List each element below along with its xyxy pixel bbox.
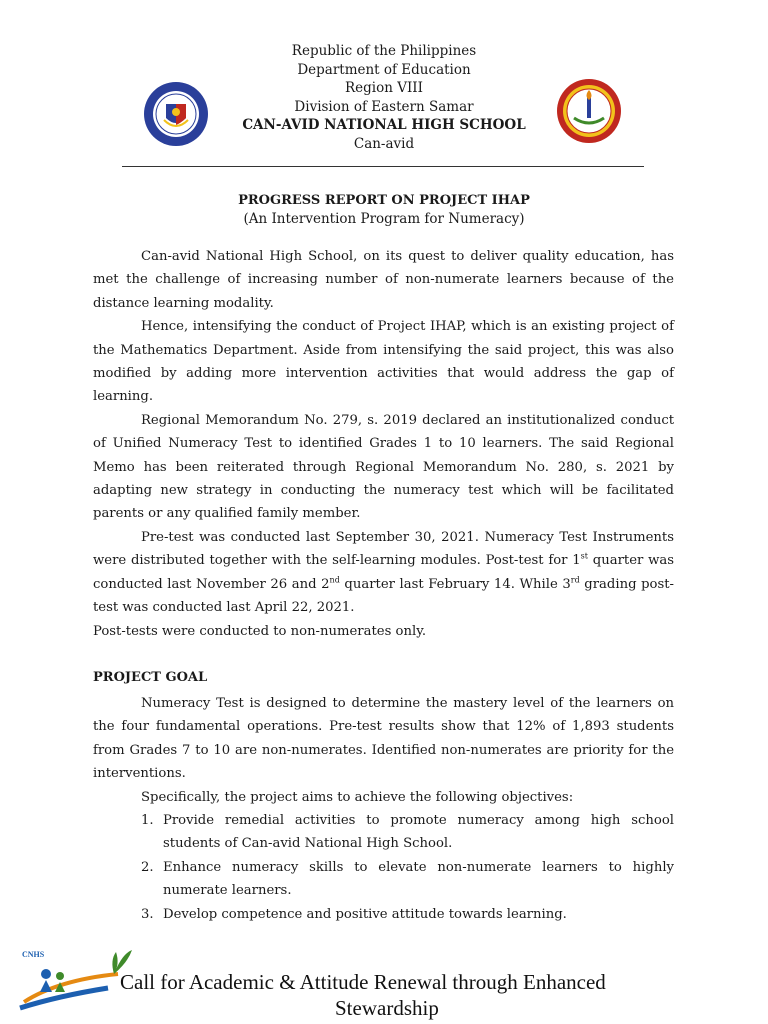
header-division: Division of Eastern Samar — [294, 98, 474, 115]
footer-logo-text: CNHS — [22, 950, 45, 959]
footer-tagline: Call for Academic & Attitude Renewal through Enhanced — [120, 970, 606, 994]
header-region: Region VIII — [345, 80, 423, 96]
letterhead — [0, 42, 768, 153]
paragraph-post-tests: Post-tests were conducted to non-numerates only. — [93, 623, 427, 639]
header-department: Department of Education — [297, 61, 471, 78]
report-subtitle: (An Intervention Program for Numeracy) — [243, 211, 525, 227]
paragraph-memorandum: Regional Memorandum No. 279, s. 2019 declared an institutionalized conduct of Unified Numeracy Test to identified Grades 1 to 10 learners. The said Regional Memo has been reiterated through Regional Memorandum No. 280, s. 2021 by adapting new strategy in conducting the numeracy test which will be facilitated parents or any qualified family member. — [93, 412, 674, 522]
report-body — [93, 245, 674, 643]
footer-tagline-cont: Stewardship — [335, 996, 439, 1020]
header-school-name: CAN-AVID NATIONAL HIGH SCHOOL — [242, 117, 526, 133]
report-title: PROGRESS REPORT ON PROJECT IHAP — [238, 193, 530, 208]
header-divider — [122, 166, 644, 167]
list-item: 2. Enhance numeracy skills to elevate non-numerate learners to highly numerate learners. — [141, 859, 674, 899]
paragraph-intensify: Hence, intensifying the conduct of Project IHAP, which is an existing project of the Mathematics Department. Aside from intensifying the said project, this was also modified by adding more intervention activities that would address the gap of learning. — [93, 319, 674, 405]
project-goal-heading: PROJECT GOAL — [93, 670, 208, 685]
paragraph-objectives-intro: Specifically, the project aims to achieve the following objectives: — [141, 789, 574, 805]
paragraph-goal: Numeracy Test is designed to determine the mastery level of the learners on the four fundamental operations. Pre-test results show that 12% of 1,893 students from Grades 7 to 10 are non-numerates. Identified non-numerates are priority for the interventions. — [93, 696, 674, 782]
project-goal-body — [93, 692, 674, 926]
paragraph-tests: Pre-test was conducted last September 30, 2021. Numeracy Test Instruments were distributed together with the self-learning modules. Post-test for 1st quarter was conducted last November 26 and 2nd quarter last February 14. While 3rd grading post-test was conducted last April 22, 2021. — [93, 529, 675, 616]
list-item: 3. Develop competence and positive attitude towards learning. — [141, 906, 567, 922]
report-title-block — [0, 192, 768, 229]
header-town: Can-avid — [353, 135, 415, 152]
list-item: 1. Provide remedial activities to promote numeracy among high school students of Can-avid National High School. — [141, 813, 674, 852]
header-republic: Republic of the Philippines — [291, 43, 477, 59]
objectives-list — [93, 809, 674, 926]
paragraph-intro: Can-avid National High School, on its quest to deliver quality education, has met the challenge of increasing number of non-numerate learners because of the distance learning modality. — [93, 249, 674, 311]
